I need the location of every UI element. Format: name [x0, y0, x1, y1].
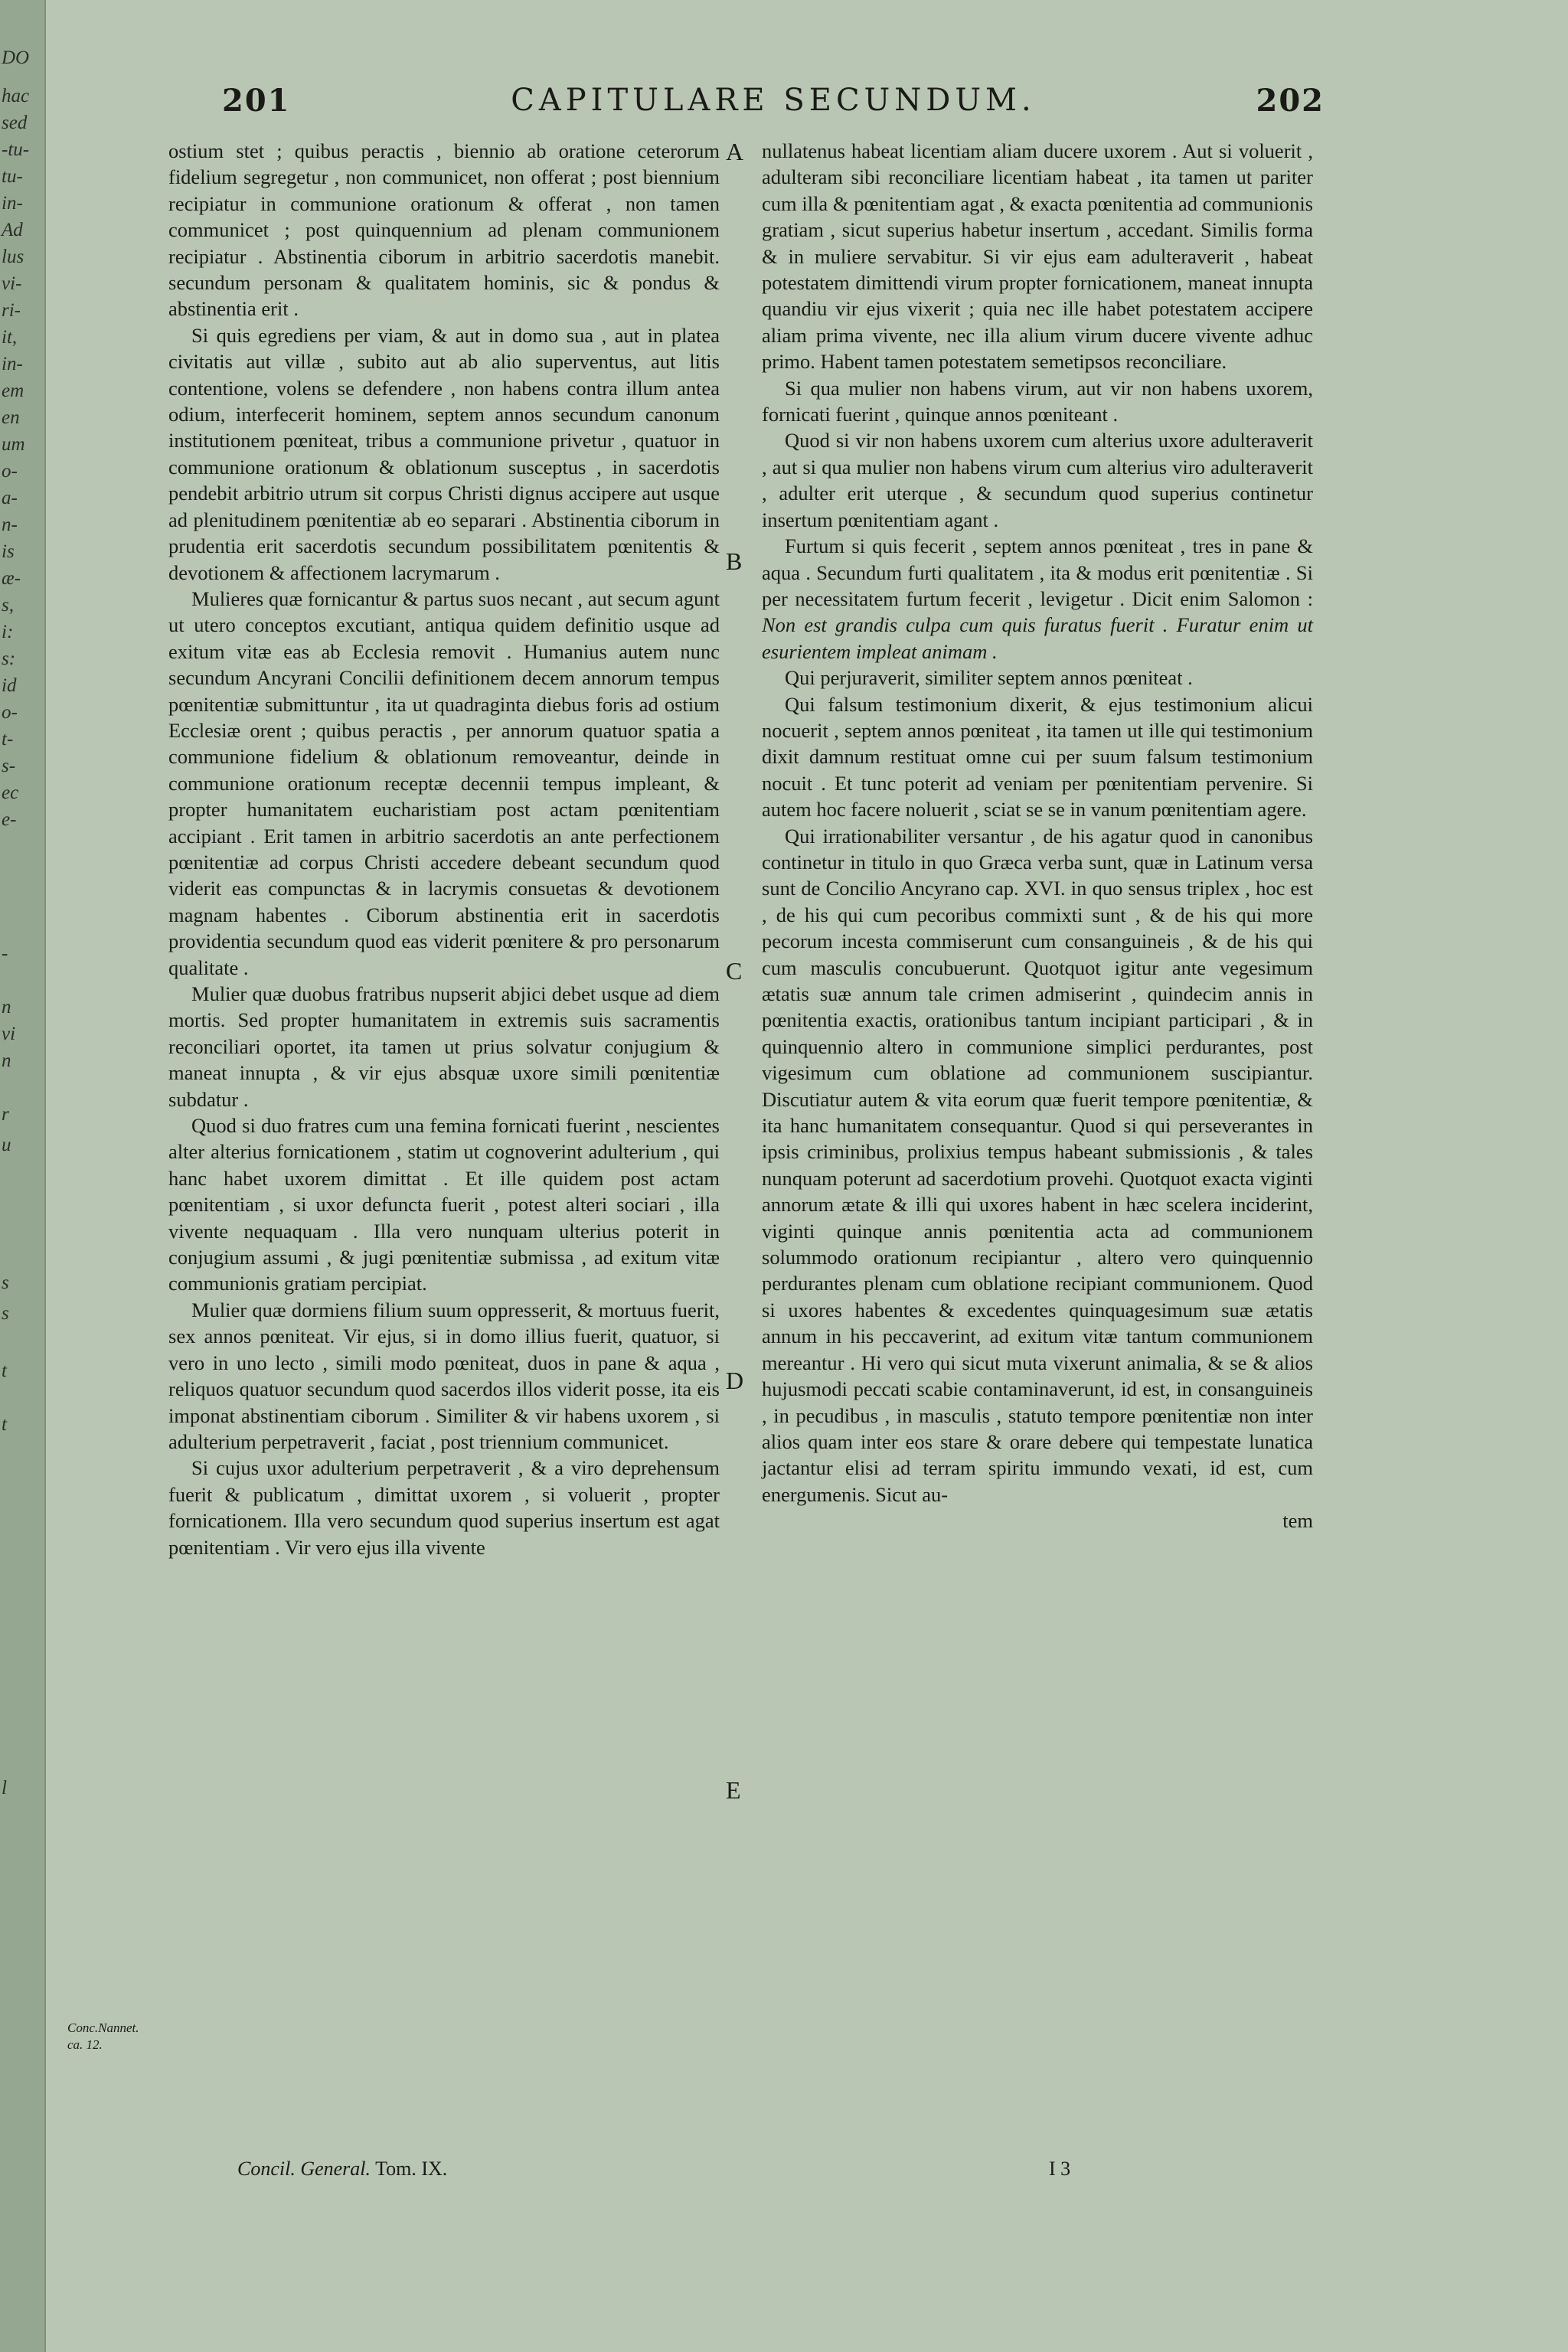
margin-fragment: hac — [2, 86, 30, 106]
paragraph: Qui irrationabiliter versantur , de his agatur quod in canonibus continetur in titulo in quo Græca verba sunt, quæ in Latinum versa sunt de Concilio Ancyrano cap. XVI. in quo sensus triplex , hoc est , de his qui cum pecoribus commixti sunt , & de his qui more pecorum incesta commiserunt cum consanguineis , & de his qui cum masculis concubuerunt. Quotquot igitur ante vegesimum ætatis suæ annum tale crimen admiserint , quindecim annis in pœnitentia exactis, orationibus tantum incipiant participari , & in quinquennio altero in communione simplici perdurantes, post vigesimum cum oblatione ad communionem suscipiantur. Discutiatur autem & vita eorum quæ fuerit tempore pœnitentiæ, & ita hanc humanitatem consequantur. Quod si qui perseverantes in ipsis criminibus, prolixius tempus habeant submissionis , & tales nunquam poterunt ad sacerdotium provehi. Quotquot exacta viginti annorum ætate & illi qui uxores habent in hæc scelera inciderint, viginti quinque annis pœnitentia acta ad communionem solummodo orationum recipiantur , altero vero quinquennio perdurantes plenam cum oblatione recipiant communionem. Quod si uxores habentes & excedentes quinquagesimum suæ ætatis annum in his peccaverint, ad exitum vitæ tantum communionem mereantur . Hi vero qui sicut muta vixerunt animalia, & se & alios hujusmodi peccati scabie contaminaverunt, id est, in consanguineis , in pecudibus , in masculis , statuto tempore pœnitentiæ non inter alios quam inter eos stare & orare debere qui tempestate lunatica jactantur elisi ad terram spiritu immundo vexati, id est, cum energumenis. Sicut au- — [762, 824, 1313, 1506]
margin-fragment: -tu- — [2, 139, 30, 160]
margin-fragment: l — [2, 1778, 7, 1798]
paragraph: Qui falsum testimonium dixerit, & ejus testimonium alicui nocuerit , septem annos pœniteat , ita tamen ut ille qui testimonium dixit damnum restituat omne cui per suum falsum testimonium nocuit . Et tunc poterit ad veniam per pœnitentiam pervenire. Si autem hoc facere noluerit , sciat se se in vanum pœnitentiam agere. — [762, 692, 1313, 822]
paragraph: Mulier quæ duobus fratribus nupserit abjici debet usque ad diem mortis. Sed propter humanitatem in extremis suis sacramentis reconciliari oportet, ita tamen ut prius solvatur conjugium & maneat innupta , & vir ejus absquæ uxore simili pœnitentiæ subdatur . — [168, 982, 720, 1111]
running-header — [222, 83, 1325, 129]
signature-mark: I 3 — [1049, 2158, 1071, 2180]
margin-fragment: i: — [2, 622, 14, 642]
margin-fragment: ec — [2, 782, 19, 803]
paragraph: Si cujus uxor adulterium perpetraverit , & a viro deprehensum fuerit & publicatum , dimittat uxorem , si voluerit , propter fornicationem. Illa vero secundum quod superius insertum est agat pœnitentiam . Vir vero ejus illa vivente — [168, 1456, 720, 1559]
margin-fragment: DO — [2, 47, 30, 68]
margin-fragment: s- — [2, 756, 16, 776]
margin-fragment: vi- — [2, 273, 22, 294]
right-text-column — [762, 138, 1313, 1534]
paragraph: Qui perjuraverit, similiter septem annos pœniteat . — [785, 666, 1193, 690]
margin-fragment: r — [2, 1104, 9, 1125]
paragraph: Si qua mulier non habens virum, aut vir non habens uxorem, fornicati fuerint , quinque annos pœniteant . — [762, 376, 1313, 426]
running-title: CAPITULARE SECUNDUM. — [511, 83, 1036, 118]
catchword: tem — [1282, 1509, 1313, 1533]
left-page-number: 201 — [222, 83, 291, 119]
scripture-quote: Non est grandis culpa cum quis furatus fuerit . Furatur enim ut esurientem impleat animam . — [762, 613, 1313, 663]
margin-fragment: o- — [2, 702, 18, 723]
margin-fragment: in- — [2, 354, 23, 374]
adjacent-page-strip — [0, 0, 46, 2352]
margin-fragment: a- — [2, 488, 18, 508]
left-text-column — [168, 138, 720, 1560]
margin-fragment: t- — [2, 729, 14, 750]
margin-fragment: lus — [2, 247, 24, 267]
margin-fragment: t — [2, 1361, 7, 1381]
margin-fragment: s — [2, 1272, 9, 1293]
right-page-number: 202 — [1256, 83, 1325, 119]
margin-fragment: vi — [2, 1024, 16, 1044]
margin-fragment: um — [2, 434, 25, 455]
margin-fragment: n — [2, 1050, 11, 1071]
paragraph — [762, 533, 1313, 665]
margin-fragment: tu- — [2, 166, 23, 187]
paragraph: Quod si vir non habens uxorem cum alterius uxore adulteraverit , aut si qua mulier non habens virum cum alterius viro adulteraverit , adulter erit uterque , & secundum quod superius continetur insertum pœnitentiam agant . — [762, 429, 1313, 531]
margin-fragment: id — [2, 675, 17, 696]
section-marker-e: E — [726, 1776, 741, 1804]
margin-fragment: u — [2, 1135, 11, 1155]
margin-fragment: s: — [2, 648, 16, 669]
margin-fragment: sed — [2, 113, 28, 133]
paragraph: nullatenus habeat licentiam aliam ducere uxorem . Aut si voluerit , adulteram sibi reconciliare licentiam habeat , ita tamen ut pariter cum illa & pœnitentiam agat , & exacta pœnitentia ad communionis gratiam , sicut superius habetur insertum , accedant. Similis forma & in muliere servabitur. Si vir ejus eam adulteraverit , habeat potestatem dimittendi virum propter fornicationem, maneat innupta quandiu vir ejus vixerit ; quia nec ille habet potestatem accipere aliam prima vivente, nec illa alium virum ducere vivente adhuc primo. Habent tamen potestatem semetipsos reconciliare. — [762, 139, 1313, 374]
margin-fragment: o- — [2, 461, 18, 482]
margin-fragment: is — [2, 541, 15, 562]
margin-fragment: it, — [2, 327, 18, 348]
paragraph: ostium stet ; quibus peractis , biennio ab oratione ceterorum fidelium segregetur , non communicet, non offerat ; post biennium recipiatur in communione orationum & offerat , non tamen communicet ; post quinquennium ad plenam communionem recipiatur . Abstinentia ciborum in arbitrio sacerdotis manebit. secundum personam & qualitatem hominis, sic & pondus & abstinentia erit . — [168, 139, 720, 321]
margin-fragment: em — [2, 381, 24, 401]
margin-note: Conc.Nannet. ca. 12. — [67, 2020, 139, 2052]
section-marker-a: A — [726, 138, 744, 165]
paragraph: Mulieres quæ fornicantur & partus suos necant , aut secum agunt ut utero conceptos excutiant, antiqua quidem definitio usque ad exitum vitæ eas ab Ecclesia removit . Humanius autem nunc secundum Ancyrani Concilii definitionem decem annorum tempus pœnitentiæ submittuntur , ita ut quadraginta diebus foris ad ostium Ecclesiæ orent ; quibus peractis , per annorum quatuor spatia a communione fidelium & oblationum removeantur, deinde in communione orationum receptæ decennii tempus impleant, & propter humanitatem eucharistiam post actam pœnitentiam accipiant . Erit tamen in arbitrio sacerdotis an ante perfectionem pœnitentiæ ad corpus Christi accedere debeant secundum quod viderit eas compunctas & in lacrymis consuetas & devotionem magnam habentes . Ciborum abstinentia erit in sacerdotis providentia secundum quod eas viderit pœnitere & pro personarum qualitate . — [168, 586, 720, 979]
margin-fragment: n- — [2, 514, 18, 535]
margin-fragment: s — [2, 1303, 9, 1324]
paragraph-text: Furtum si quis fecerit , septem annos pœniteat , tres in pane & aqua . Secundum furti qualitatem , ita & modus erit pœnitentiæ . Si per necessitatem furtum fecerit , levigetur . Dicit enim Salomon : — [762, 534, 1313, 610]
signature-label: Concil. General. — [237, 2158, 371, 2180]
volume-label: Tom. IX. — [375, 2158, 448, 2180]
paragraph: Quod si duo fratres cum una femina fornicati fuerint , nescientes alter alterius fornicationem , statim ut cognoverint adulterium , qui hanc habet uxorem dimittat . Et ille quidem post actam pœnitentiam , si uxor defuncta fuerit , potest alteri sociari , illa vivente nequaquam . Illa vero nunquam ulterius poterit in conjugium assumi , & jugi pœnitentiæ submissa , ad exitum vitæ communionis gratiam percipiat. — [168, 1114, 720, 1295]
margin-fragment: ri- — [2, 300, 21, 321]
section-marker-c: C — [726, 957, 743, 985]
margin-fragment: - — [2, 943, 8, 964]
paragraph: Si quis egrediens per viam, & aut in domo sua , aut in platea civitatis aut villæ , subito aut ab alio superventus, aut litis contentione, volens se defendere , non habens contra illum antea odium, interfecerit hominem, septem annos secundum canonum institutionem pœniteat, tribus a communione privetur , quatuor in communione orationum & oblationum susceptus , in sacerdotis pendebit arbitrio utrum sit corpus Christi dignus accipere aut usque ad plenitudinem pœnitentiæ ab eo separari . Abstinentia ciborum in prudentia erit sacerdotis secundum possibilitatem pœnitentis & devotionem & affectionem lacrymarum . — [168, 323, 720, 584]
paragraph: Mulier quæ dormiens filium suum oppresserit, & mortuus fuerit, sex annos pœniteat. Vir ejus, si in domo illius fuerit, quatuor, si vero in uno lecto , simili modo pœniteat, duos in pane & aqua , reliquos quatuor secundum quod sacerdos illos viderit posse, ita eis imponat abstinentiam ciborum . Similiter & vir habens uxorem , si adulterium perpetraverit , faciat , post triennium communicet. — [168, 1298, 720, 1453]
margin-fragment: Ad — [2, 220, 23, 240]
margin-fragment: t — [2, 1414, 7, 1435]
margin-fragment: in- — [2, 193, 23, 214]
section-marker-d: D — [726, 1367, 744, 1394]
margin-fragment: e- — [2, 809, 17, 830]
signature-line — [237, 2158, 447, 2180]
section-marker-b: B — [726, 547, 743, 575]
margin-fragment: s, — [2, 595, 14, 616]
margin-fragment: æ- — [2, 568, 21, 589]
margin-fragment: en — [2, 407, 20, 428]
margin-fragment: n — [2, 997, 11, 1018]
